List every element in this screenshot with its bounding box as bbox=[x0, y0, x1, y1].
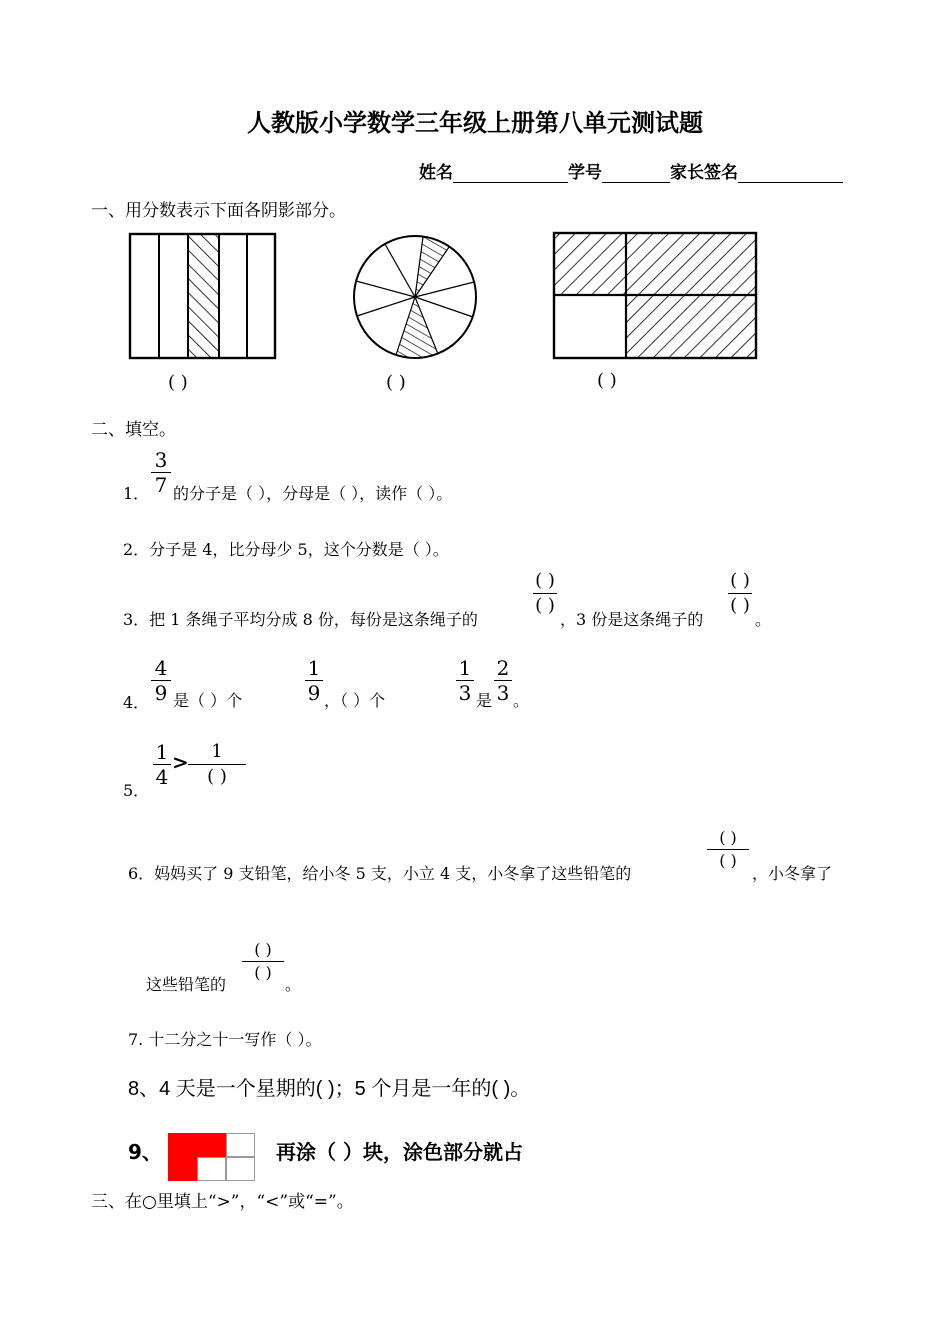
fraction-numerator: 4 bbox=[154, 656, 168, 680]
q9-grid bbox=[168, 1133, 255, 1181]
name-label: 姓名 bbox=[419, 163, 453, 183]
q1-number: 1． bbox=[123, 484, 150, 503]
q8-text: 8、4 天是一个星期的( )；5 个月是一年的( )。 bbox=[128, 1078, 531, 1100]
answer-blank-2[interactable]: ( ) bbox=[386, 372, 406, 393]
fraction-numerator: 1 bbox=[211, 741, 223, 762]
q1-text: 的分子是（ ），分母是（ ），读作（ ）。 bbox=[173, 484, 453, 503]
q3-text-b: ，3 份是这条绳子的 bbox=[560, 610, 704, 629]
q4-text-1: 是（ ）个 bbox=[173, 691, 243, 710]
fraction-denominator: ( ) bbox=[535, 595, 555, 616]
fraction-denominator: ( ) bbox=[730, 595, 750, 616]
grid-cell[interactable] bbox=[197, 1157, 226, 1181]
striped-rectangle-figure bbox=[125, 230, 285, 365]
fraction-numerator: 1 bbox=[458, 656, 472, 680]
q3-fraction-1[interactable] bbox=[533, 570, 557, 617]
q3-text-c: 。 bbox=[755, 610, 772, 629]
answer-blank-3[interactable]: ( ) bbox=[597, 370, 617, 391]
fraction-numerator: 3 bbox=[154, 448, 168, 472]
page-title: 人教版小学数学三年级上册第八单元测试题 bbox=[247, 109, 703, 137]
q6-text-a: 6．妈妈买了 9 支铅笔，给小冬 5 支，小立 4 支，小冬拿了这些铅笔的 bbox=[128, 864, 632, 883]
section3-heading: 三、在○里填上“>”，“<”或“=”。 bbox=[91, 1192, 354, 1212]
fraction-numerator: ( ) bbox=[719, 828, 737, 847]
q5-number: 5． bbox=[123, 781, 150, 800]
fraction-numerator: ( ) bbox=[254, 940, 272, 959]
q4-text-4: 。 bbox=[513, 691, 530, 710]
fraction-denominator: ( ) bbox=[207, 766, 227, 787]
q5-fraction-1 bbox=[153, 741, 171, 788]
grid-cell[interactable] bbox=[168, 1133, 197, 1157]
fraction-numerator: 1 bbox=[307, 656, 321, 680]
q6-text-c: 这些铅笔的 bbox=[146, 975, 227, 994]
fraction-denominator: 9 bbox=[154, 681, 168, 705]
q1-fraction bbox=[151, 449, 171, 496]
grid-cell[interactable] bbox=[226, 1157, 255, 1181]
grid-cell[interactable] bbox=[168, 1157, 197, 1181]
q6-fraction-2[interactable] bbox=[242, 940, 284, 983]
grid-cell[interactable] bbox=[197, 1133, 226, 1157]
fraction-numerator: ( ) bbox=[730, 570, 750, 591]
greater-than-sign: > bbox=[172, 750, 189, 774]
fraction-denominator: 4 bbox=[155, 765, 169, 789]
fraction-denominator: 9 bbox=[307, 681, 321, 705]
q3-text-a: 3．把 1 条绳子平均分成 8 份，每份是这条绳子的 bbox=[123, 610, 478, 629]
id-field[interactable] bbox=[602, 164, 670, 183]
answer-blank-1[interactable]: ( ) bbox=[168, 372, 188, 393]
section2-heading: 二、填空。 bbox=[91, 420, 176, 440]
fraction-denominator: ( ) bbox=[719, 851, 737, 870]
q4-fraction-1 bbox=[151, 657, 171, 704]
square-grid-figure bbox=[549, 228, 761, 364]
fraction-denominator: 3 bbox=[496, 681, 510, 705]
q3-fraction-2[interactable] bbox=[728, 570, 752, 617]
fraction-numerator: 1 bbox=[155, 740, 169, 764]
q4-fraction-4 bbox=[494, 657, 512, 704]
q2-text: 2．分子是 4，比分母少 5，这个分数是（ ）。 bbox=[123, 540, 449, 559]
circle-figure bbox=[349, 232, 484, 364]
name-field[interactable] bbox=[453, 164, 568, 183]
fraction-denominator: 7 bbox=[154, 473, 168, 497]
id-label: 学号 bbox=[568, 163, 602, 183]
section1-heading: 一、用分数表示下面各阴影部分。 bbox=[91, 201, 346, 221]
q9-text: 再涂（ ）块，涂色部分就占 bbox=[276, 1140, 523, 1164]
q6-fraction-1[interactable] bbox=[707, 828, 749, 871]
parent-signature-field[interactable] bbox=[738, 164, 843, 183]
q4-fraction-2 bbox=[305, 657, 323, 704]
fraction-denominator: 3 bbox=[458, 681, 472, 705]
q7-text: 7. 十二分之十一写作（ ）。 bbox=[128, 1030, 322, 1049]
parent-label: 家长签名 bbox=[670, 163, 738, 183]
student-info-line bbox=[419, 158, 843, 183]
grid-cell[interactable] bbox=[226, 1133, 255, 1157]
q4-text-2: ，（ ）个 bbox=[324, 691, 386, 710]
q4-fraction-3 bbox=[456, 657, 474, 704]
q4-number: 4． bbox=[123, 693, 150, 712]
q4-text-3: 是 bbox=[476, 691, 493, 710]
q6-text-d: 。 bbox=[285, 975, 302, 994]
fraction-denominator: ( ) bbox=[254, 963, 272, 982]
q9-number: 9、 bbox=[128, 1140, 162, 1164]
fraction-numerator: ( ) bbox=[535, 570, 555, 591]
fraction-numerator: 2 bbox=[496, 656, 510, 680]
q5-fraction-2[interactable] bbox=[188, 741, 246, 788]
q6-text-b: ，小冬拿了 bbox=[752, 864, 833, 883]
